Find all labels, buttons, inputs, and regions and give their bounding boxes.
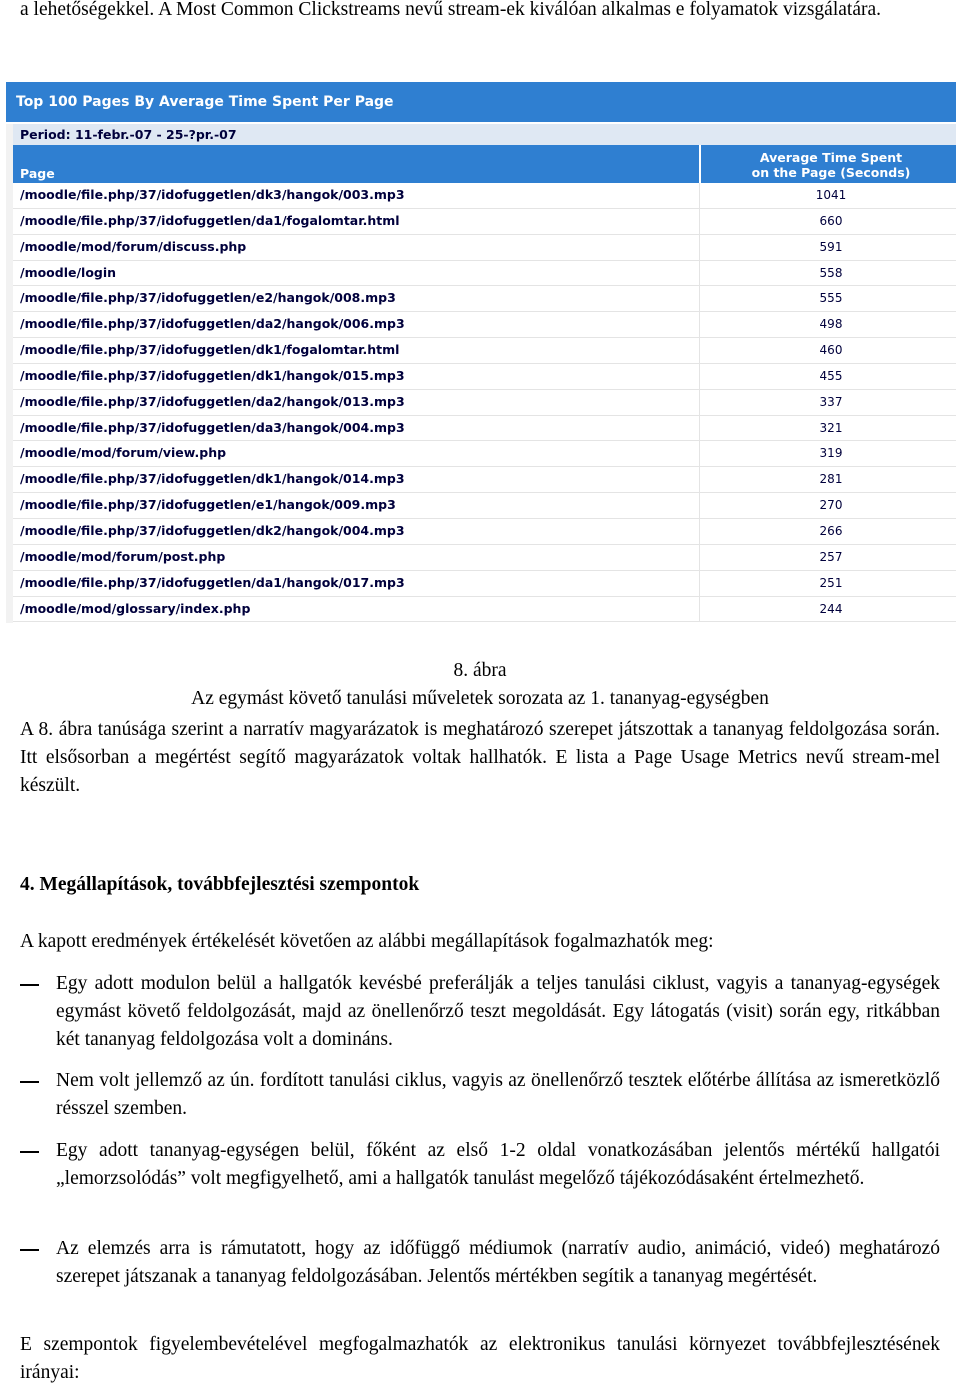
cell-divider	[699, 235, 700, 260]
figure-caption: Az egymást követő tanulási műveletek sorozata az 1. tananyag-egységben	[191, 688, 769, 709]
table-row	[13, 364, 956, 390]
dash-bullet-icon	[20, 1151, 39, 1153]
column-header-avg-line1: Average Time Spent	[759, 150, 903, 165]
page-path: /moodle/file.php/37/idofuggetlen/da1/hangok/017.mp3	[20, 574, 405, 590]
avg-seconds: 1041	[815, 188, 847, 202]
report-table	[13, 124, 956, 623]
page-path: /moodle/mod/glossary/index.php	[20, 600, 251, 616]
page-path: /moodle/file.php/37/idofuggetlen/e1/hangok/009.mp3	[20, 497, 396, 513]
page-path: /moodle/file.php/37/idofuggetlen/dk3/hangok/003.mp3	[20, 187, 405, 202]
table-row	[13, 312, 956, 338]
table-row	[13, 183, 956, 209]
cell-divider	[699, 338, 700, 363]
cell-divider	[699, 545, 700, 570]
page-path: /moodle/file.php/37/idofuggetlen/dk1/hangok/014.mp3	[20, 471, 405, 487]
table-row	[13, 545, 956, 571]
cell-divider	[699, 312, 700, 337]
avg-seconds: 555	[819, 291, 843, 306]
figure-number: 8. ábra	[453, 660, 507, 681]
cell-divider	[699, 416, 700, 441]
report-figure	[6, 82, 956, 623]
column-header-avg-time	[703, 150, 956, 180]
intro-paragraph: a lehetőségekkel. A Most Common Clickstreams nevű stream-ek kiválóan alkalmas e folyamatok vizsgálatára.	[20, 0, 882, 20]
paragraph-findings-intro: A kapott eredmények értékelését követően az alábbi megállapítások fogalmazhatók meg:	[20, 931, 714, 952]
cell-divider	[699, 390, 700, 415]
page-path: /moodle/file.php/37/idofuggetlen/da2/hangok/006.mp3	[20, 316, 405, 332]
avg-seconds: 281	[819, 472, 843, 487]
bullet-text: Nem volt jellemző az ún. fordított tanulási ciklus, vagyis az önellenőrző tesztek előtérbe állítása az ismeretközlő résszel szemben.	[56, 1070, 940, 1119]
avg-seconds: 558	[819, 265, 843, 280]
table-row	[13, 519, 956, 545]
paragraph-development-directions: E szempontok figyelembevételével megfogalmazhatók az elektronikus tanulási környezet továbbfejlesztésének irányai:	[20, 1334, 940, 1383]
cell-divider	[699, 493, 700, 518]
avg-seconds: 337	[819, 394, 843, 409]
avg-seconds: 455	[819, 368, 843, 383]
dash-bullet-icon	[20, 984, 39, 986]
avg-seconds: 270	[819, 498, 843, 513]
avg-seconds: 660	[819, 213, 843, 228]
page-path: /moodle/file.php/37/idofuggetlen/e2/hangok/008.mp3	[20, 290, 396, 306]
cell-divider	[699, 364, 700, 389]
cell-divider	[699, 183, 700, 208]
avg-seconds: 498	[819, 317, 843, 332]
bullet-text: Egy adott tananyag-egységen belül, főként az első 1-2 oldal vonatkozásában jelentős mértékű hallgatói „lemorzsolódás” volt megfigyelhető, ami a hallgatók tanulást megelőző tájékozódásaként értelmezhető.	[56, 1140, 940, 1189]
cell-divider	[699, 286, 700, 311]
dash-bullet-icon	[20, 1081, 39, 1083]
page-path: /moodle/file.php/37/idofuggetlen/da2/hangok/013.mp3	[20, 393, 405, 409]
cell-divider	[699, 597, 700, 622]
table-row	[13, 597, 956, 623]
page-path: /moodle/file.php/37/idofuggetlen/dk1/hangok/015.mp3	[20, 367, 405, 383]
table-row	[13, 493, 956, 519]
avg-seconds: 460	[819, 343, 843, 358]
cell-divider	[699, 441, 700, 466]
report-title: Top 100 Pages By Average Time Spent Per Page	[6, 82, 956, 124]
dash-bullet-icon	[20, 1249, 39, 1251]
bullet-text: Az elemzés arra is rámutatott, hogy az időfüggő médiumok (narratív audio, animáció, videó) meghatározó szerepet játszanak a tananyag feldolgozásában. Jelentős mértékben segítik a tananyag megértését.	[56, 1238, 940, 1287]
report-period: Period: 11-febr.-07 - 25-?pr.-07	[13, 124, 956, 145]
avg-seconds: 319	[819, 446, 843, 461]
table-row	[13, 235, 956, 261]
avg-seconds: 591	[819, 239, 843, 254]
table-row	[13, 338, 956, 364]
section-heading: 4. Megállapítások, továbbfejlesztési szempontok	[20, 874, 420, 895]
table-row	[13, 261, 956, 287]
page-path: /moodle/file.php/37/idofuggetlen/da1/fogalomtar.html	[20, 212, 400, 228]
page-path: /moodle/login	[20, 264, 117, 280]
paragraph-figure-explanation: A 8. ábra tanúsága szerint a narratív magyarázatok is meghatározó szerepet játszottak a tananyag feldolgozása során. Itt elsősorban a megértést segítő magyarázatok voltak hallhatók. E lista a Page Usage Metrics nevű stream-mel készült.	[20, 719, 940, 796]
cell-divider	[699, 467, 700, 492]
table-row	[13, 441, 956, 467]
table-row	[13, 571, 956, 597]
avg-seconds: 321	[819, 420, 843, 435]
page-path: /moodle/file.php/37/idofuggetlen/dk1/fogalomtar.html	[20, 342, 400, 358]
table-header	[13, 145, 956, 183]
column-header-avg-line2: on the Page (Seconds)	[751, 165, 911, 180]
page-path: /moodle/mod/forum/discuss.php	[20, 238, 247, 254]
avg-seconds: 251	[819, 575, 843, 590]
bullet-text: Egy adott modulon belül a hallgatók kevésbé preferálják a teljes tanulási ciklust, vagyis a tananyag-egységek egymást követő feldolgozását, majd az önellenőrző teszt megoldását. Egy látogatás (visit) során egy, ritkábban két tananyag feldolgozása volt a domináns.	[56, 973, 940, 1050]
column-header-page: Page	[20, 166, 55, 181]
table-row	[13, 416, 956, 442]
cell-divider	[699, 261, 700, 286]
page-path: /moodle/mod/forum/view.php	[20, 445, 227, 461]
table-row	[13, 209, 956, 235]
avg-seconds: 257	[819, 549, 843, 564]
page-path: /moodle/file.php/37/idofuggetlen/dk2/hangok/004.mp3	[20, 522, 405, 538]
table-row	[13, 467, 956, 493]
table-body	[13, 183, 956, 622]
table-row	[13, 390, 956, 416]
avg-seconds: 266	[819, 523, 843, 538]
header-divider	[699, 145, 701, 183]
avg-seconds: 244	[819, 601, 843, 616]
page-path: /moodle/file.php/37/idofuggetlen/da3/hangok/004.mp3	[20, 419, 405, 435]
page-path: /moodle/mod/forum/post.php	[20, 548, 226, 564]
table-row	[13, 286, 956, 312]
cell-divider	[699, 209, 700, 234]
cell-divider	[699, 519, 700, 544]
cell-divider	[699, 571, 700, 596]
